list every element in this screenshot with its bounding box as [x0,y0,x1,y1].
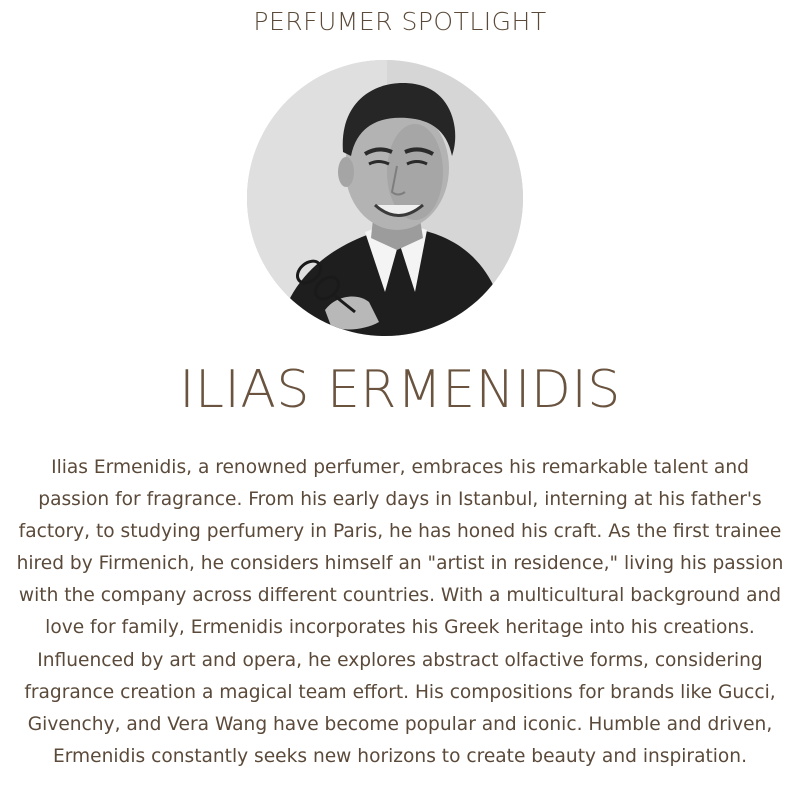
perfumer-name: ILIAS ERMENIDIS [179,360,621,420]
spotlight-heading: PERFUMER SPOTLIGHT [253,7,547,36]
person-portrait-icon [247,60,523,336]
perfumer-bio: Ilias Ermenidis, a renowned perfumer, embraces his remarkable talent and passion for fragrance. From his early days in Istanbul, interning at his father's factory, to studying perfumery in Paris, he has honed his craft. As the first trainee hired by Firmenich, he considers himself an "artist in residence," living his passion with the company across different countries. With a multicultural background and love for family, Ermenidis incorporates his Greek heritage into his creations. Influenced by art and opera, he explores abstract olfactive forms, considering fragrance creation a magical team effort. His compositions for brands like Gucci, Givenchy, and Vera Wang have become popular and iconic. Humble and driven, Ermenidis constantly seeks new horizons to create beauty and inspiration. [16,457,784,767]
perfumer-portrait [247,60,523,336]
